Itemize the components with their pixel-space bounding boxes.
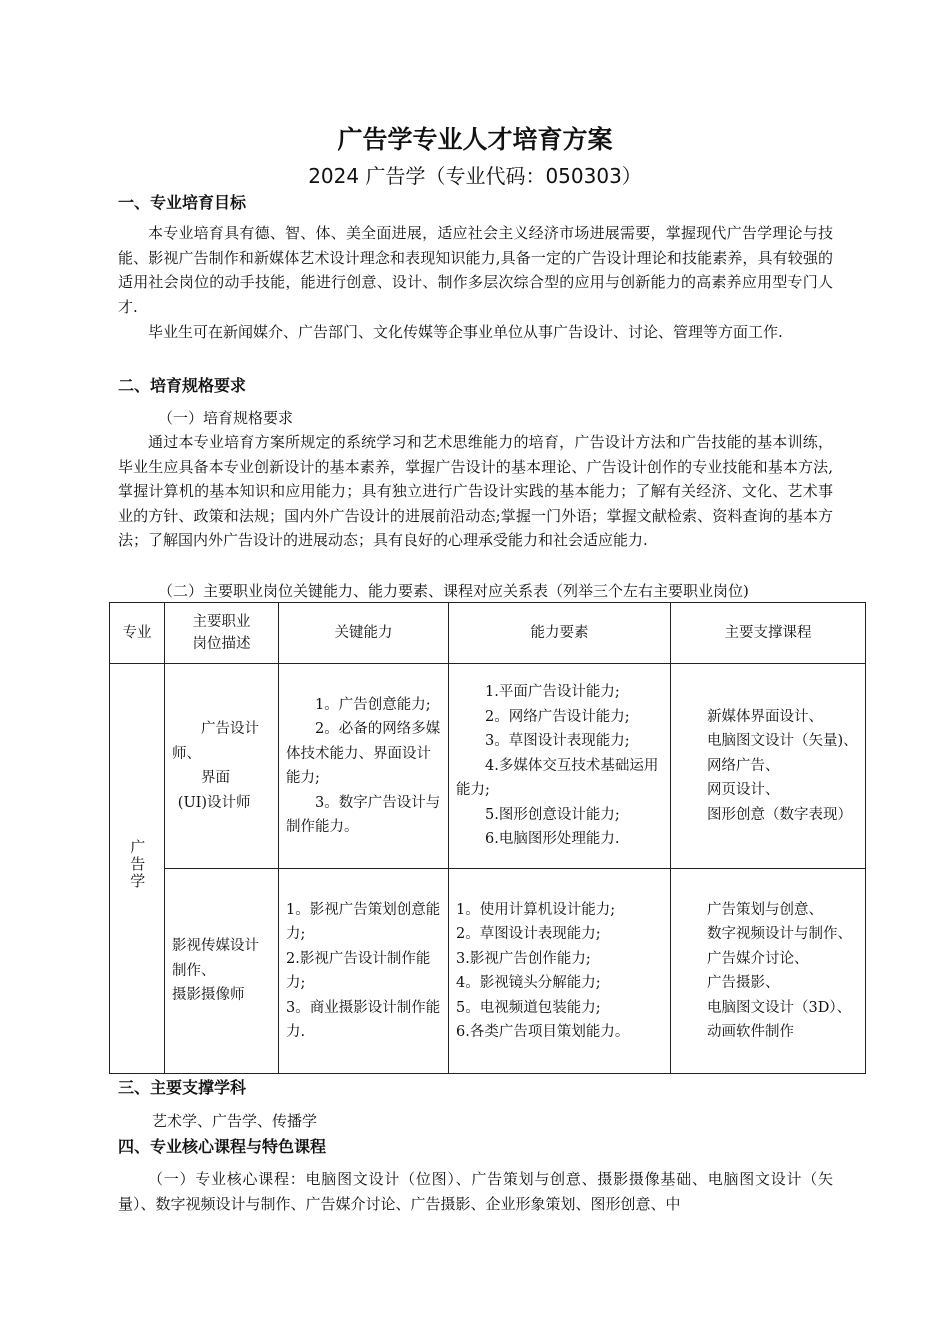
row1-key-line-3: 3。数字广告设计与制作能力。: [286, 794, 441, 835]
table-row: [110, 869, 866, 1074]
section4-heading: 四、专业核心课程与特色课程: [118, 1137, 327, 1156]
header-elements: 能力要素: [449, 603, 671, 664]
row2-elements-line-2: 2。草图设计表现能力;: [456, 926, 601, 942]
row2-key-line-1: 1。影视广告策划创意能力;: [286, 901, 441, 942]
row1-courses-line-4: 网页设计、: [707, 782, 780, 799]
row1-elements-line-6: 6.电脑图形处理能力.: [485, 831, 620, 848]
row2-position: [165, 869, 279, 1074]
row1-courses-line-2: 电脑图文设计（矢量)、: [707, 733, 858, 750]
page-title: 广告学专业人才培育方案: [337, 125, 613, 154]
row1-position-line-2: 界面: [201, 770, 230, 786]
section2-heading: 二、培育规格要求: [118, 376, 247, 395]
header-courses: 主要支撑课程: [671, 603, 866, 664]
capability-table: [109, 602, 866, 1074]
row1-elements-line-1: 1.平面广告设计能力;: [485, 684, 620, 701]
row1-key-line-2: 2。必备的网络多媒体技术能力、界面设计能力;: [286, 721, 441, 786]
row2-position-line-1: 影视传媒设计制作、: [172, 938, 259, 979]
row2-courses-line-6: 动画软件制作: [707, 1024, 794, 1040]
major-label: 广告学: [128, 838, 147, 890]
row2-courses-line-3: 广告媒介讨论、: [707, 950, 809, 967]
row2-elements-line-3: 3.影视广告创作能力;: [456, 950, 591, 967]
section2-paragraph-1: 通过本专业培育方案所规定的系统学习和艺术思维能力的培育，广告设计方法和广告技能的基本训练，毕业生应具备本专业创新设计的基本素养，掌握广告设计的基本理论、广告设计创作的专业技能和基本方法,掌握计算机的基本知识和应用能力；具有独立进行广告设计实践的基本能力；了解有关经济、文化、艺术事业的方针、政策和法规；国内外广告设计的进展前沿动态;掌握一门外语；掌握文献检索、资料查询的基本方法；了解国内外广告设计的进展动态；具有良好的心理承受能力和社会适应能力.: [118, 433, 833, 549]
section1-paragraph-1: 本专业培育具有德、智、体、美全面进展，适应社会主义经济市场进展需要，掌握现代广告学理论与技能、影视广告制作和新媒体艺术设计理念和表现知识能力,具备一定的广告设计理论和技能素养，具有较强的适用社会岗位的动手技能，能进行创意、设计、制作多层次综合型的应用与创新能力的高素养应用型专门人才.: [118, 224, 833, 316]
header-key: 关键能力: [279, 603, 449, 664]
row1-position: [165, 664, 279, 869]
section1-paragraph-2: 毕业生可在新闻媒介、广告部门、文化传媒等企事业单位从事广告设计、讨论、管理等方面工作.: [148, 323, 783, 341]
row1-key: [279, 664, 449, 869]
row2-elements-line-5: 5。电视频道包装能力;: [456, 999, 601, 1016]
row1-courses: [671, 664, 866, 869]
row1-elements-line-5: 5.图形创意设计能力;: [485, 806, 620, 823]
row2-position-line-2: 摄影摄像师: [172, 987, 245, 1004]
row2-courses-line-1: 广告策划与创意、: [707, 901, 823, 918]
section2-sub1: （一）培育规格要求: [158, 409, 294, 427]
row2-elements-line-4: 4。影视镜头分解能力;: [456, 975, 601, 991]
row2-elements-line-1: 1。使用计算机设计能力;: [456, 901, 616, 918]
row2-key: [279, 869, 449, 1074]
row2-courses-line-2: 数字视频设计与制作、: [707, 926, 852, 942]
row1-position-line-1: 广告设计师、: [172, 721, 259, 762]
row2-key-line-3: 3。商业摄影设计制作能力.: [286, 999, 441, 1040]
row1-elements-line-4: 4.多媒体交互技术基础运用能力;: [456, 757, 659, 799]
header-position-text: 主要职业岗位描述: [192, 614, 251, 652]
row1-courses-line-1: 新媒体界面设计、: [707, 708, 823, 725]
row2-elements: [449, 869, 671, 1074]
row2-courses-line-5: 电脑图文设计（3D）、: [707, 999, 852, 1016]
table-header-row: [110, 603, 866, 664]
row1-courses-line-5: 图形创意（数字表现）: [707, 806, 852, 823]
row2-elements-line-6: 6.各类广告项目策划能力。: [456, 1024, 630, 1040]
section3-body: 艺术学、广告学、传播学: [152, 1112, 318, 1130]
section1-heading: 一、专业培育目标: [118, 193, 247, 212]
row1-key-line-1: 1。广告创意能力;: [315, 696, 431, 713]
row1-elements: [449, 664, 671, 869]
section3-heading: 三、主要支撑学科: [118, 1078, 247, 1097]
row1-position-line-3: (UI)设计师: [177, 794, 251, 811]
row1-elements-line-2: 2。网络广告设计能力;: [485, 708, 630, 725]
header-major: 专业: [110, 603, 165, 664]
row2-courses: [671, 869, 866, 1074]
table-row: [110, 664, 866, 869]
page-subtitle: 2024 广告学（专业代码：050303）: [308, 164, 642, 188]
section2-sub2: （二）主要职业岗位关键能力、能力要素、课程对应关系表（列举三个左右主要职业岗位): [158, 582, 749, 600]
row2-courses-line-4: 广告摄影、: [707, 975, 780, 991]
row2-key-line-2: 2.影视广告设计制作能力;: [286, 950, 431, 991]
header-position: [165, 603, 279, 664]
row1-courses-line-3: 网络广告、: [707, 757, 780, 774]
row1-elements-line-3: 3。草图设计表现能力;: [485, 733, 630, 750]
major-cell: [110, 664, 165, 1074]
section4-paragraph-1: （一）专业核心课程：电脑图文设计（位图）、广告策划与创意、摄影摄像基础、电脑图文设计（矢量）、数字视频设计与制作、广告媒介讨论、广告摄影、企业形象策划、图形创意、中: [118, 1170, 833, 1213]
